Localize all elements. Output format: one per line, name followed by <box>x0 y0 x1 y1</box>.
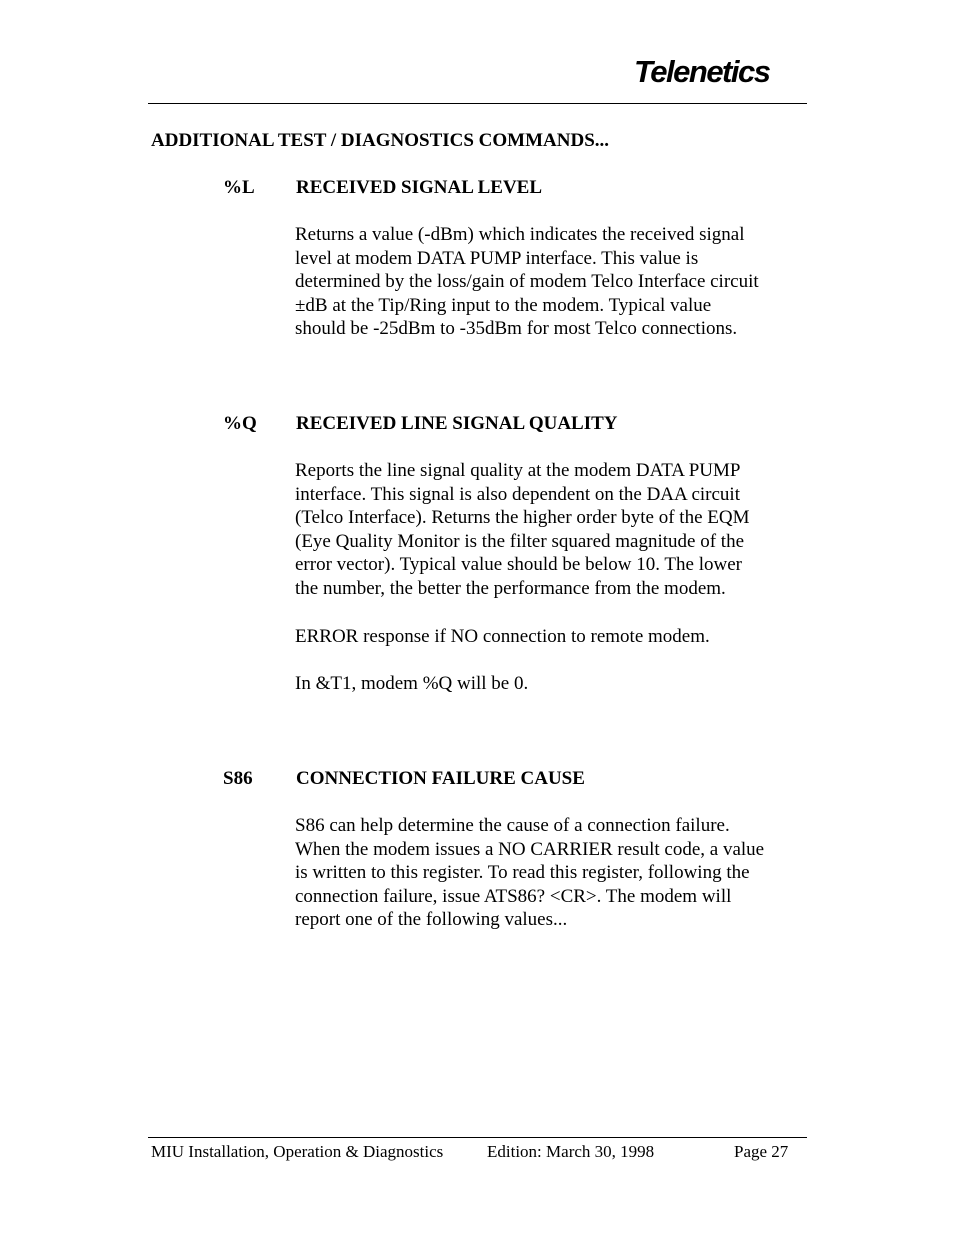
text-line: (Eye Quality Monitor is the filter squared magnitude of the <box>295 530 745 552</box>
footer-document-title: MIU Installation, Operation & Diagnostics <box>151 1142 444 1161</box>
text-line: interface. This signal is also dependent on the DAA circuit <box>295 483 740 505</box>
footer-edition: Edition: March 30, 1998 <box>487 1142 655 1161</box>
command-title-received-line-signal-quality: RECEIVED LINE SIGNAL QUALITY <box>296 413 618 434</box>
command-code-s86: S86 <box>223 768 253 789</box>
text-line: should be -25dBm to -35dBm for most Telco connections. <box>295 318 738 340</box>
header-rule <box>148 103 807 104</box>
t1-note <box>295 672 805 696</box>
command-description-s86 <box>295 814 805 932</box>
text-line: connection failure, issue ATS86? <CR>. The modem will <box>295 885 732 907</box>
command-code-percent-l: %L <box>223 177 255 198</box>
text-line: In &T1, modem %Q will be 0. <box>295 673 529 694</box>
text-line: is written to this register. To read this register, following the <box>295 862 750 884</box>
text-line: ±dB at the Tip/Ring input to the modem. Typical value <box>295 294 712 316</box>
text-line: the number, the better the performance from the modem. <box>295 577 726 599</box>
text-line: When the modem issues a NO CARRIER result code, a value <box>295 838 765 860</box>
footer-rule <box>148 1137 807 1138</box>
command-title-connection-failure-cause: CONNECTION FAILURE CAUSE <box>296 768 585 789</box>
command-description-percent-l <box>295 223 805 341</box>
text-line: (Telco Interface). Returns the higher order byte of the EQM <box>295 507 750 529</box>
text-line: Returns a value (-dBm) which indicates the received signal <box>295 224 745 245</box>
text-line: error vector). Typical value should be below 10. The lower <box>295 554 742 576</box>
section-title: ADDITIONAL TEST / DIAGNOSTICS COMMANDS... <box>151 130 610 151</box>
footer-page-number: Page 27 <box>734 1142 789 1161</box>
telenetics-logo: Telenetics <box>634 54 770 89</box>
text-line: S86 can help determine the cause of a connection failure. <box>295 815 730 836</box>
command-title-received-signal-level: RECEIVED SIGNAL LEVEL <box>296 177 543 198</box>
command-description-percent-q <box>295 459 805 601</box>
text-line: report one of the following values... <box>295 909 568 931</box>
text-line: level at modem DATA PUMP interface. This value is <box>295 247 699 269</box>
command-code-percent-q: %Q <box>223 413 257 434</box>
text-line: determined by the loss/gain of modem Telco Interface circuit <box>295 271 759 293</box>
error-response-note <box>295 625 805 649</box>
text-line: Reports the line signal quality at the modem DATA PUMP <box>295 460 741 481</box>
text-line: ERROR response if NO connection to remote modem. <box>295 626 710 647</box>
